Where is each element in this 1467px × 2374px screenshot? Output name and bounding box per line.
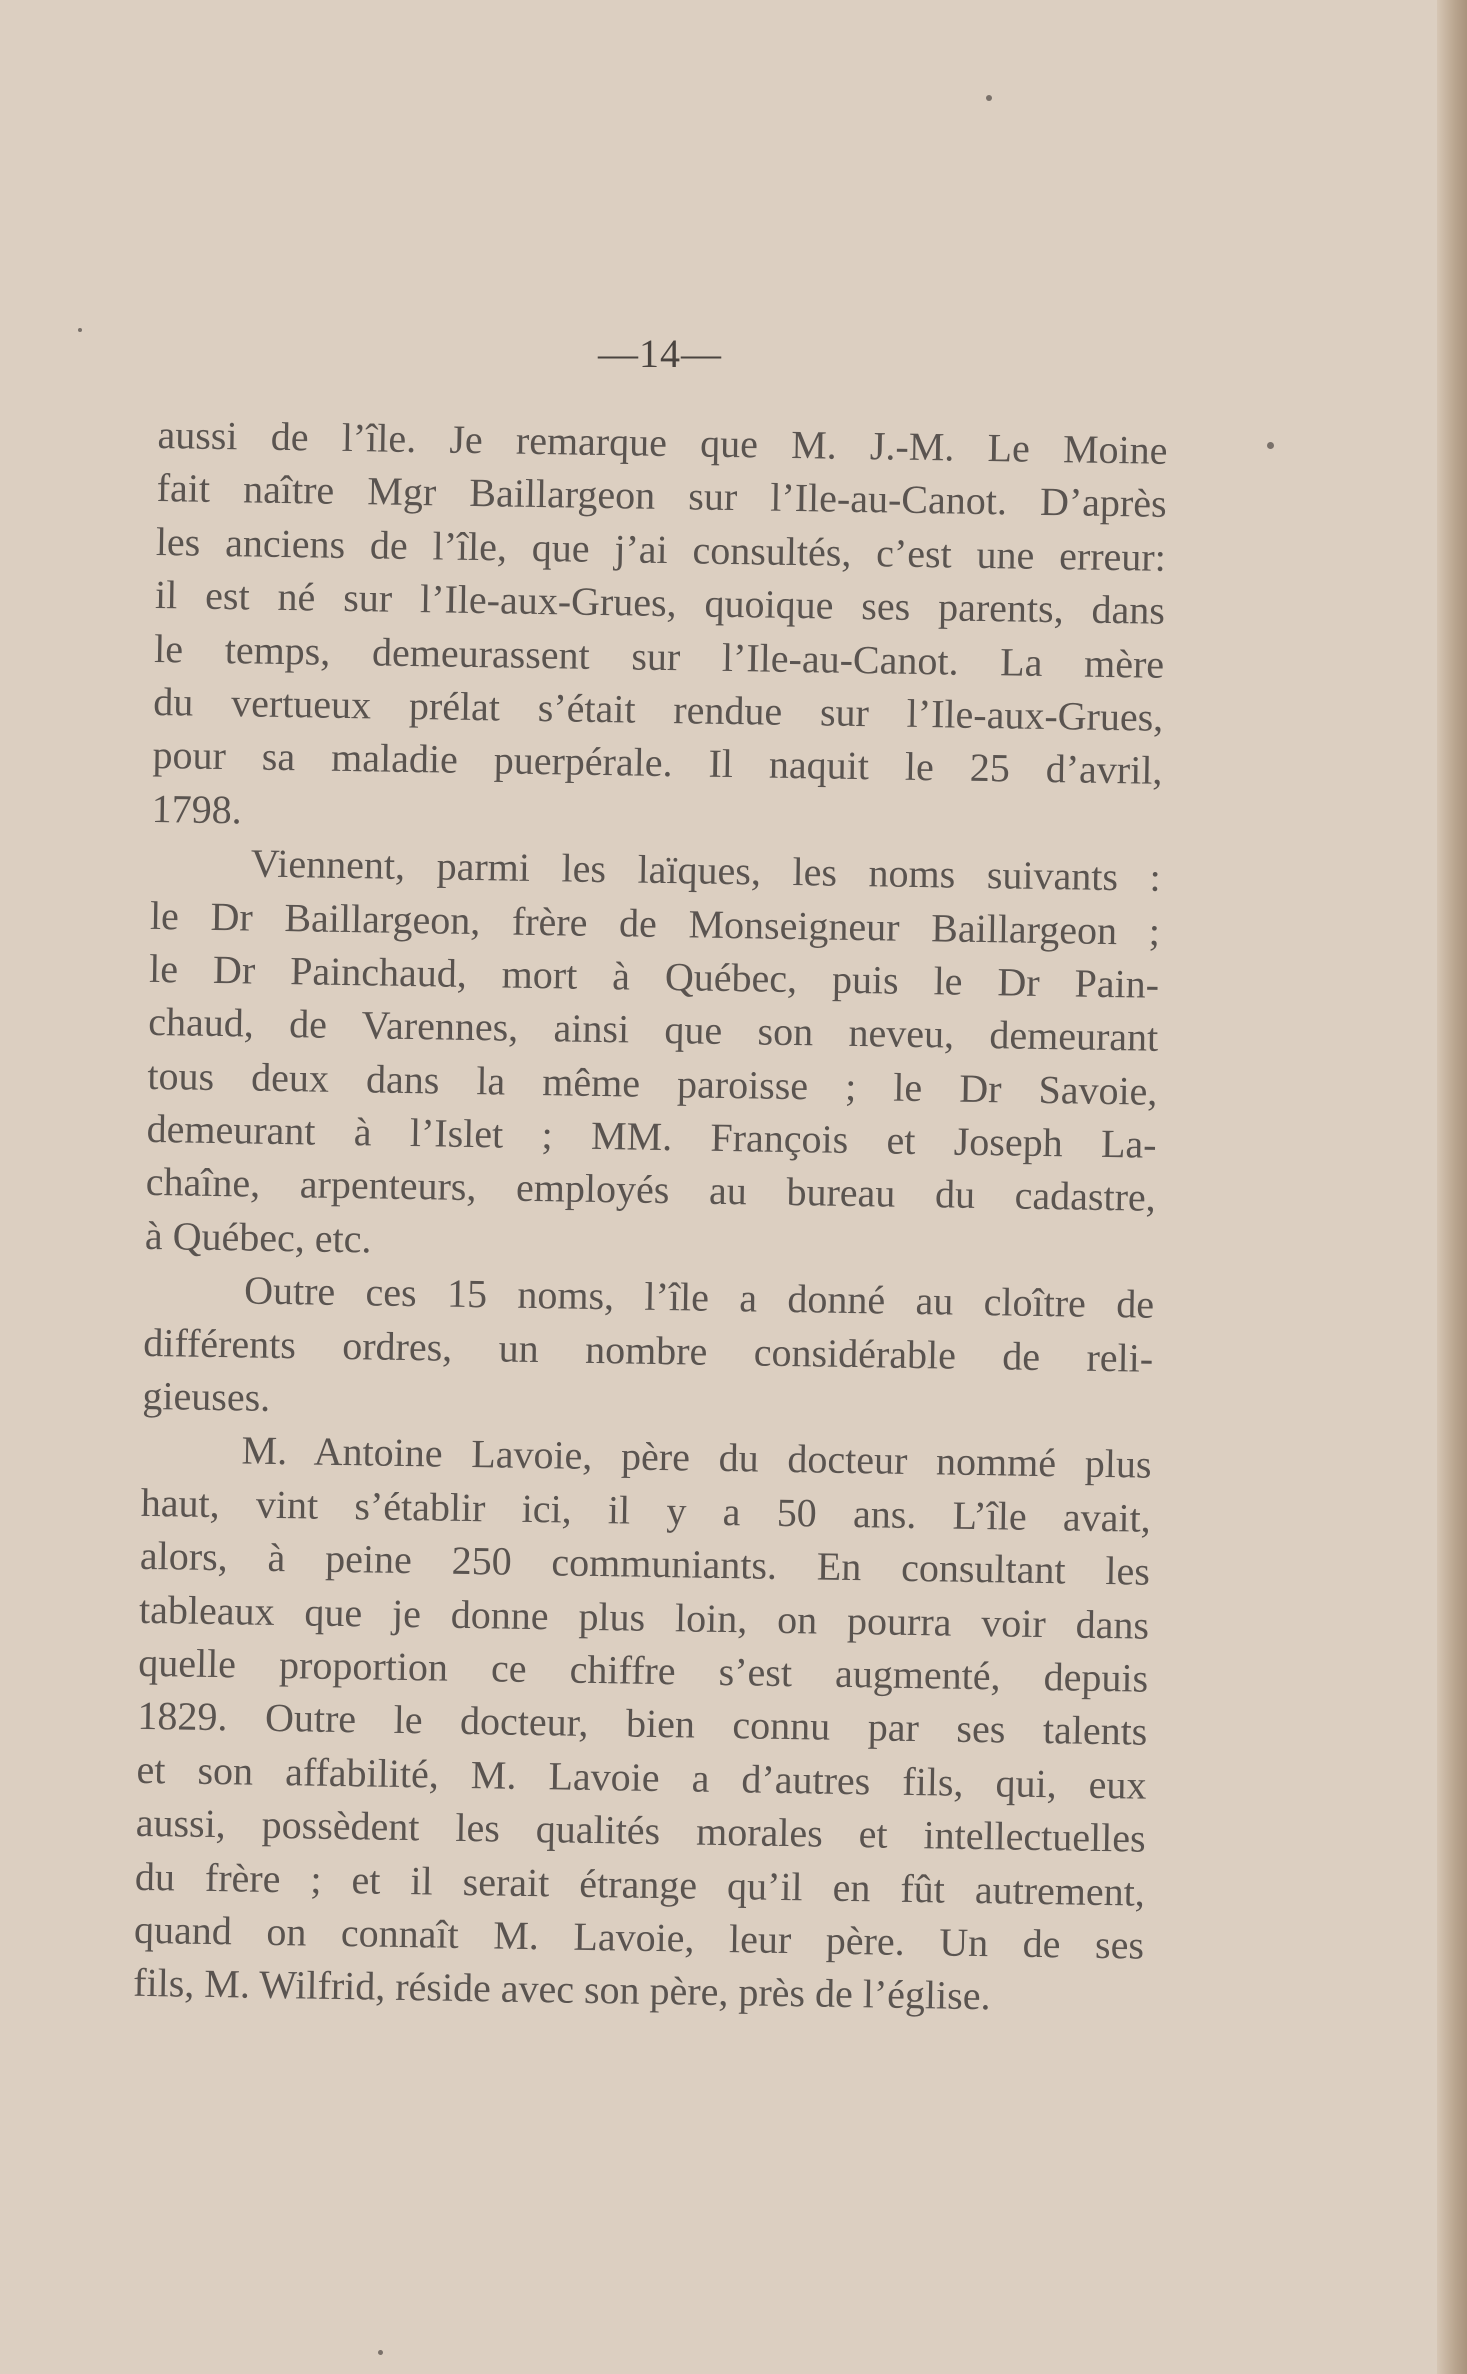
text-line: tableaux que je donne plus loin, on pourra voir dans — [138, 1586, 1150, 1648]
text-line: le Dr Baillargeon, frère de Monseigneur Baillargeon ; — [149, 892, 1161, 954]
text-line: du vertueux prélat s’était rendue sur l’Ile-aux-Grues, — [153, 678, 1164, 740]
body-text — [133, 408, 1168, 2025]
text-line: alors, à peine 250 communiants. En consultant les — [139, 1533, 1151, 1594]
page-spine-shadow — [1437, 0, 1467, 2374]
text-line: Outre ces 15 noms, l’île a donné au cloître de — [243, 1267, 1155, 1328]
text-line: différents ordres, un nombre considérable de reli- — [142, 1319, 1154, 1381]
text-line: tous deux dans la même paroisse ; le Dr Savoie, — [147, 1052, 1158, 1114]
text-line: 1829. Outre le docteur, bien connu par ses talents — [137, 1693, 1148, 1755]
text-line: fils, M. Wilfrid, réside avec son père, près de l’église. — [132, 1960, 991, 2019]
text-line: quand on connaît M. Lavoie, leur père. Un de ses — [133, 1906, 1145, 1968]
text-line: quelle proportion ce chiffre s’est augmenté, depuis — [137, 1639, 1149, 1701]
speck-mark — [378, 2350, 383, 2355]
text-line: aussi, possèdent les qualités morales et intellectuelles — [135, 1799, 1147, 1861]
text-line: fait naître Mgr Baillargeon sur l’Ile-au-Canot. D’après — [156, 465, 1167, 527]
text-line: du frère ; et il serait étrange qu’il en fût autrement, — [134, 1853, 1146, 1915]
text-line: les anciens de l’île, que j’ai consultés, c’est une erreur: — [155, 518, 1167, 580]
text-line: aussi de l’île. Je remarque que M. J.-M. Le Moine — [157, 411, 1168, 473]
text-line: à Québec, etc. — [144, 1212, 372, 1262]
page-number: —14— — [598, 331, 722, 376]
text-line: le Dr Painchaud, mort à Québec, puis le Dr Pain- — [148, 945, 1160, 1007]
text-line: haut, vint s’établir ici, il y a 50 ans. L’île avait, — [140, 1479, 1152, 1541]
speck-mark — [78, 328, 82, 332]
text-line: demeurant à l’Islet ; MM. François et Joseph La- — [146, 1105, 1157, 1167]
text-line: chaud, de Varennes, ainsi que son neveu, demeurant — [148, 999, 1159, 1061]
text-line: et son affabilité, M. Lavoie a d’autres fils, qui, eux — [136, 1746, 1147, 1808]
text-line: Viennent, parmi les laïques, les noms suivants : — [250, 840, 1162, 900]
text-line: gieuses. — [142, 1372, 271, 1420]
speck-mark — [1267, 442, 1274, 449]
text-line: M. Antoine Lavoie, père du docteur nommé plus — [241, 1427, 1152, 1488]
text-line: chaîne, arpenteurs, employés au bureau du cadastre, — [145, 1159, 1157, 1221]
speck-mark — [986, 95, 992, 101]
text-line: le temps, demeurassent sur l’Ile-au-Canot. La mère — [153, 625, 1165, 687]
text-line: il est né sur l’Ile-aux-Grues, quoique ses parents, dans — [154, 572, 1166, 634]
text-line: pour sa maladie puerpérale. Il naquit le 25 d’avril, — [152, 732, 1163, 794]
text-line: 1798. — [151, 785, 243, 833]
